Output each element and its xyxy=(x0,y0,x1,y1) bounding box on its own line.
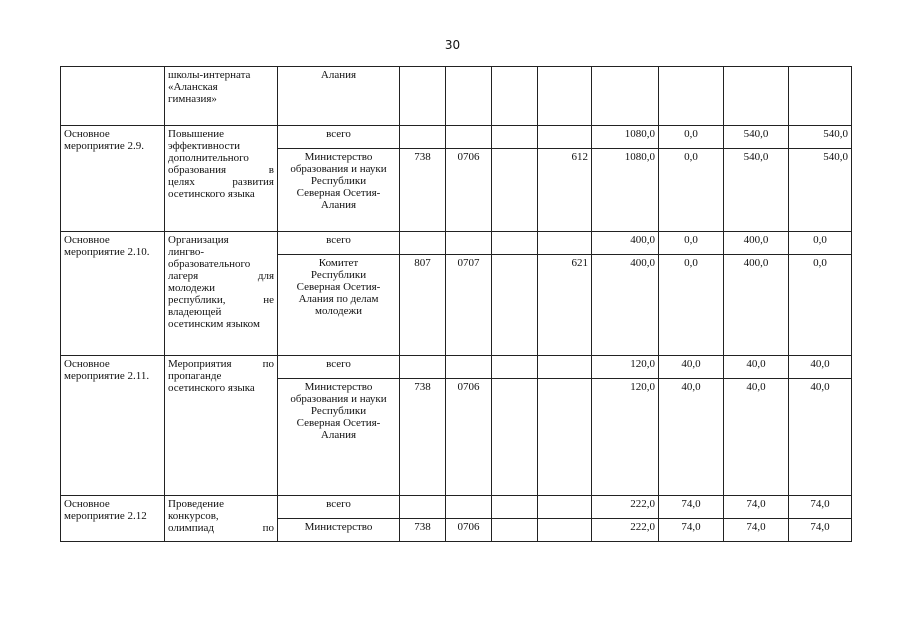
sum-cell: 222,0 xyxy=(592,519,659,542)
year1-cell: 0,0 xyxy=(659,149,724,232)
vr-cell xyxy=(538,356,592,379)
total-label-cell: всего xyxy=(278,496,400,519)
measure-cell: Основное мероприятие 2.9. xyxy=(61,126,165,232)
sum-cell: 400,0 xyxy=(592,232,659,255)
year2-cell: 540,0 xyxy=(724,149,789,232)
sum-cell: 1080,0 xyxy=(592,126,659,149)
rzpr-cell xyxy=(446,356,492,379)
csr-cell xyxy=(492,126,538,149)
sum-cell: 120,0 xyxy=(592,356,659,379)
measure-cell xyxy=(61,67,165,126)
rzpr-cell xyxy=(446,126,492,149)
table-row xyxy=(61,126,852,149)
year3-cell xyxy=(789,67,852,126)
grbs-cell: 738 xyxy=(400,149,446,232)
rzpr-cell: 0706 xyxy=(446,379,492,496)
year1-cell: 74,0 xyxy=(659,496,724,519)
grbs-cell: 807 xyxy=(400,255,446,356)
grbs-cell: 738 xyxy=(400,519,446,542)
year2-cell: 40,0 xyxy=(724,379,789,496)
year3-cell: 74,0 xyxy=(789,519,852,542)
measure-cell: Основное мероприятие 2.11. xyxy=(61,356,165,496)
rzpr-cell xyxy=(446,67,492,126)
total-label-cell: всего xyxy=(278,356,400,379)
responsible-cell: Министерство образования и науки Республики Северная Осетия- Алания xyxy=(278,379,400,496)
table-row xyxy=(61,232,852,255)
vr-cell xyxy=(538,379,592,496)
rzpr-cell: 0707 xyxy=(446,255,492,356)
year2-cell xyxy=(724,67,789,126)
year1-cell: 74,0 xyxy=(659,519,724,542)
grbs-cell xyxy=(400,232,446,255)
csr-cell xyxy=(492,232,538,255)
table-row xyxy=(61,356,852,379)
sum-cell: 1080,0 xyxy=(592,149,659,232)
program-measures-table xyxy=(60,66,852,542)
measure-cell: Основное мероприятие 2.10. xyxy=(61,232,165,356)
vr-cell xyxy=(538,496,592,519)
grbs-cell xyxy=(400,67,446,126)
responsible-cell: Министерство xyxy=(278,519,400,542)
year1-cell: 40,0 xyxy=(659,379,724,496)
vr-cell xyxy=(538,67,592,126)
year2-cell: 540,0 xyxy=(724,126,789,149)
vr-cell: 621 xyxy=(538,255,592,356)
grbs-cell xyxy=(400,496,446,519)
year3-cell: 0,0 xyxy=(789,255,852,356)
measure-cell: Основное мероприятие 2.12 xyxy=(61,496,165,542)
csr-cell xyxy=(492,356,538,379)
year3-cell: 74,0 xyxy=(789,496,852,519)
year2-cell: 400,0 xyxy=(724,232,789,255)
rzpr-cell xyxy=(446,232,492,255)
measure-name-cell: Мероприятия по пропаганде осетинского языка xyxy=(165,356,278,496)
responsible-cell: Министерство образования и науки Республики Северная Осетия- Алания xyxy=(278,149,400,232)
responsible-cell: Комитет Республики Северная Осетия- Алания по делам молодежи xyxy=(278,255,400,356)
sum-cell xyxy=(592,67,659,126)
table-row xyxy=(61,496,852,519)
measure-name-cell: Проведение конкурсов, олимпиад по xyxy=(165,496,278,542)
csr-cell xyxy=(492,519,538,542)
grbs-cell: 738 xyxy=(400,379,446,496)
table-row xyxy=(61,67,852,126)
year1-cell xyxy=(659,67,724,126)
year1-cell: 0,0 xyxy=(659,232,724,255)
year3-cell: 540,0 xyxy=(789,126,852,149)
year2-cell: 74,0 xyxy=(724,519,789,542)
csr-cell xyxy=(492,496,538,519)
measure-name-cell: школы-интерната «Аланская гимназия» xyxy=(165,67,278,126)
responsible-cell: Алания xyxy=(278,67,400,126)
year3-cell: 40,0 xyxy=(789,356,852,379)
rzpr-cell: 0706 xyxy=(446,149,492,232)
csr-cell xyxy=(492,149,538,232)
year1-cell: 0,0 xyxy=(659,126,724,149)
page-number: 30 xyxy=(444,38,461,52)
year1-cell: 40,0 xyxy=(659,356,724,379)
grbs-cell xyxy=(400,356,446,379)
year2-cell: 74,0 xyxy=(724,496,789,519)
vr-cell xyxy=(538,232,592,255)
measure-name-cell: Повышение эффективности дополнительного образования в целях развития осетинского языка xyxy=(165,126,278,232)
year1-cell: 0,0 xyxy=(659,255,724,356)
csr-cell xyxy=(492,255,538,356)
sum-cell: 400,0 xyxy=(592,255,659,356)
measure-name-cell: Организация лингво- образовательного лагеря для молодежи республики, не владеющей осетинским языком xyxy=(165,232,278,356)
vr-cell xyxy=(538,519,592,542)
sum-cell: 222,0 xyxy=(592,496,659,519)
vr-cell xyxy=(538,126,592,149)
year3-cell: 540,0 xyxy=(789,149,852,232)
sum-cell: 120,0 xyxy=(592,379,659,496)
total-label-cell: всего xyxy=(278,126,400,149)
csr-cell xyxy=(492,379,538,496)
year3-cell: 40,0 xyxy=(789,379,852,496)
year3-cell: 0,0 xyxy=(789,232,852,255)
rzpr-cell xyxy=(446,496,492,519)
csr-cell xyxy=(492,67,538,126)
rzpr-cell: 0706 xyxy=(446,519,492,542)
year2-cell: 40,0 xyxy=(724,356,789,379)
grbs-cell xyxy=(400,126,446,149)
year2-cell: 400,0 xyxy=(724,255,789,356)
total-label-cell: всего xyxy=(278,232,400,255)
vr-cell: 612 xyxy=(538,149,592,232)
